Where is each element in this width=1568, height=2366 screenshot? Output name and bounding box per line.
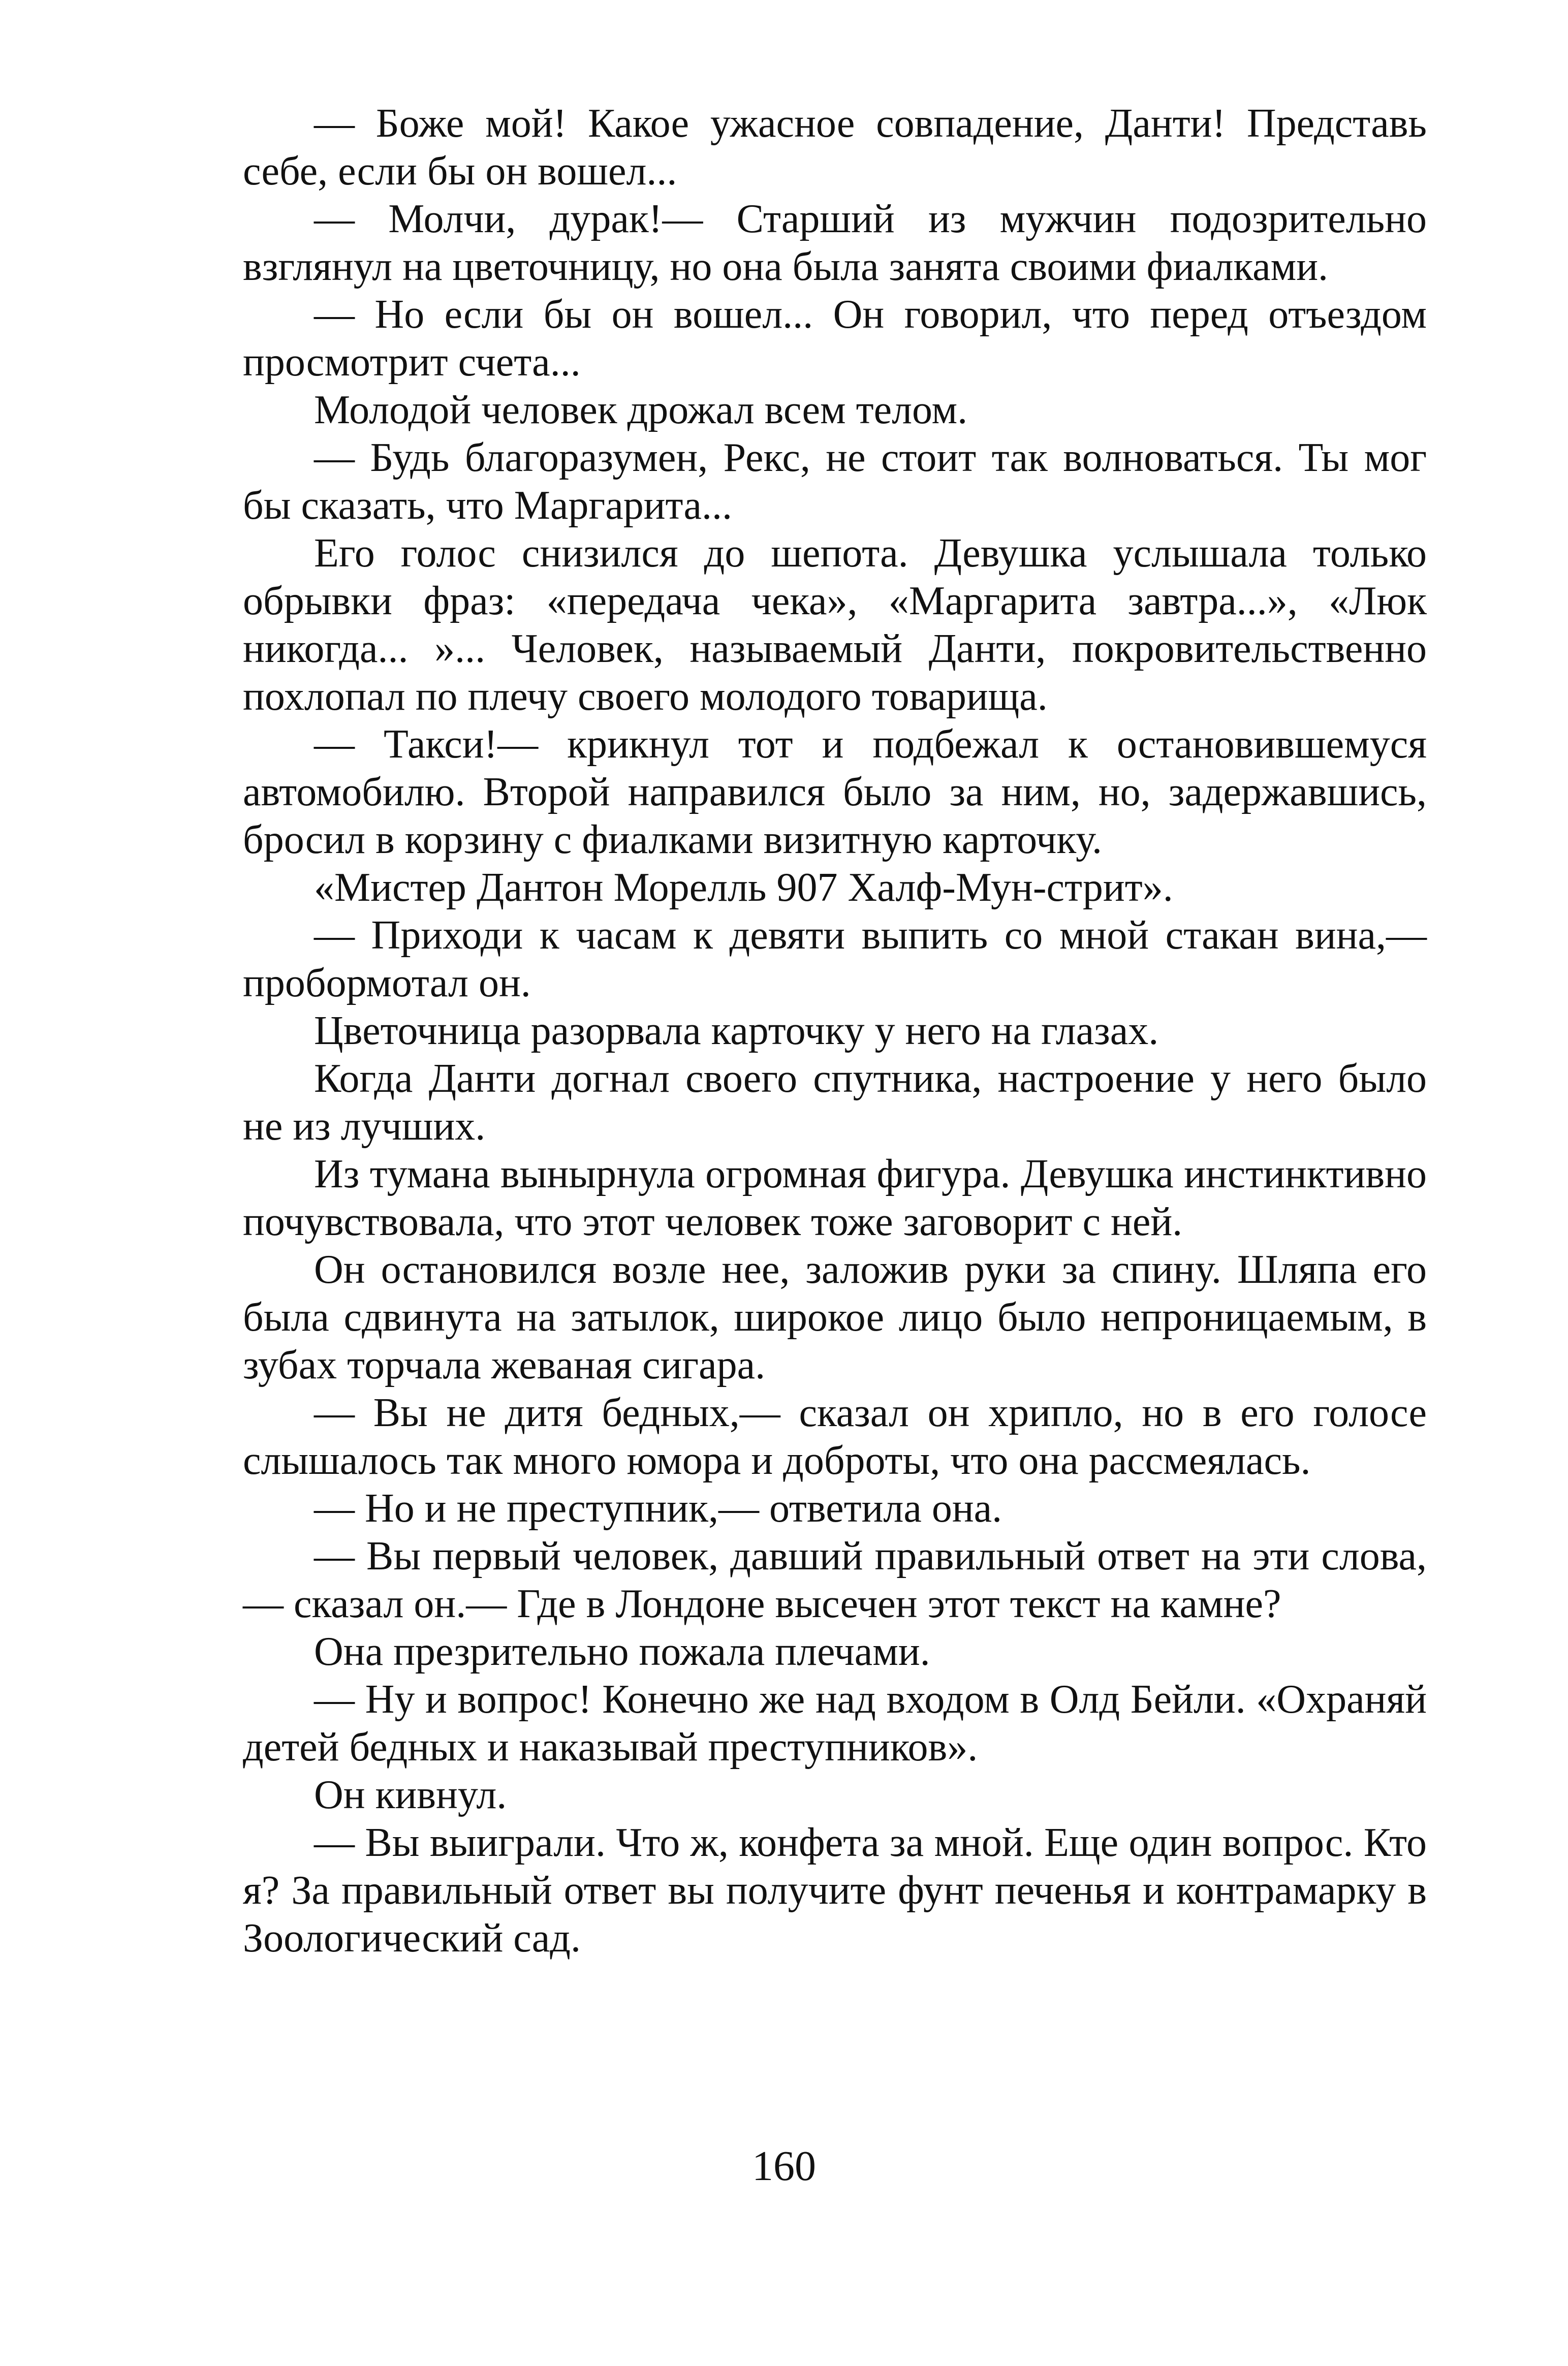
page-number: 160: [752, 2142, 816, 2190]
paragraph: — Вы выиграли. Что ж, конфета за мной. Еще один вопрос. Кто я? За правильный ответ вы получите фунт печенья и контрамарку в Зоологический сад.: [243, 1820, 1427, 1961]
body-text: [243, 100, 1427, 1962]
paragraph: — Ну и вопрос! Конечно же над входом в Олд Бейли. «Охраняй детей бедных и наказывай преступников».: [243, 1677, 1427, 1770]
paragraph: Его голос снизился до шепота. Девушка услышала только обрывки фраз: «передача чека», «Маргарита завтра...», «Люк никогда... »... Человек, называемый Данти, покровительственно похлопал по плечу своего молодого товарища.: [243, 531, 1427, 719]
paragraph: Цветочница разорвала карточку у него на глазах.: [314, 1008, 1159, 1053]
paragraph: Молодой человек дрожал всем телом.: [314, 388, 968, 432]
paragraph: — Приходи к часам к девяти выпить со мной стакан вина,— пробормотал он.: [243, 913, 1427, 1005]
paragraph: — Но и не преступник,— ответила она.: [314, 1486, 1002, 1531]
paragraph: — Такси!— крикнул тот и подбежал к остановившемуся автомобилю. Второй направился было за ним, но, задержавшись, бросил в корзину с фиалками визитную карточку.: [243, 722, 1427, 862]
paragraph: Из тумана вынырнула огромная фигура. Девушка инстинктивно почувствовала, что этот человек тоже заговорит с ней.: [243, 1152, 1427, 1244]
paragraph: Когда Данти догнал своего спутника, настроение у него было не из лучших.: [243, 1056, 1427, 1149]
paragraph: Он остановился возле нее, заложив руки за спину. Шляпа его была сдвинута на затылок, широкое лицо было непроницаемым, в зубах торчала жеваная сигара.: [243, 1247, 1427, 1387]
paragraph: — Молчи, дурак!— Старший из мужчин подозрительно взглянул на цветочницу, но она была занята своими фиалками.: [243, 197, 1427, 289]
paragraph: «Мистер Дантон Морелль 907 Халф-Мун-стрит».: [314, 865, 1173, 910]
paragraph: — Боже мой! Какое ужасное совпадение, Данти! Представь себе, если бы он вошел...: [243, 101, 1427, 194]
paragraph: — Но если бы он вошел... Он говорил, что перед отъездом просмотрит счета...: [243, 292, 1427, 385]
paragraph: — Вы первый человек, давший правильный ответ на эти слова,— сказал он.— Где в Лондоне высечен этот текст на камне?: [243, 1534, 1427, 1626]
paragraph: Он кивнул.: [314, 1773, 507, 1817]
paragraph: — Вы не дитя бедных,— сказал он хрипло, но в его голосе слышалось так много юмора и доброты, что она рассмеялась.: [243, 1391, 1427, 1483]
paragraph: — Будь благоразумен, Рекс, не стоит так волноваться. Ты мог бы сказать, что Маргарита...: [243, 435, 1427, 528]
paragraph: Она презрительно пожала плечами.: [314, 1629, 930, 1674]
